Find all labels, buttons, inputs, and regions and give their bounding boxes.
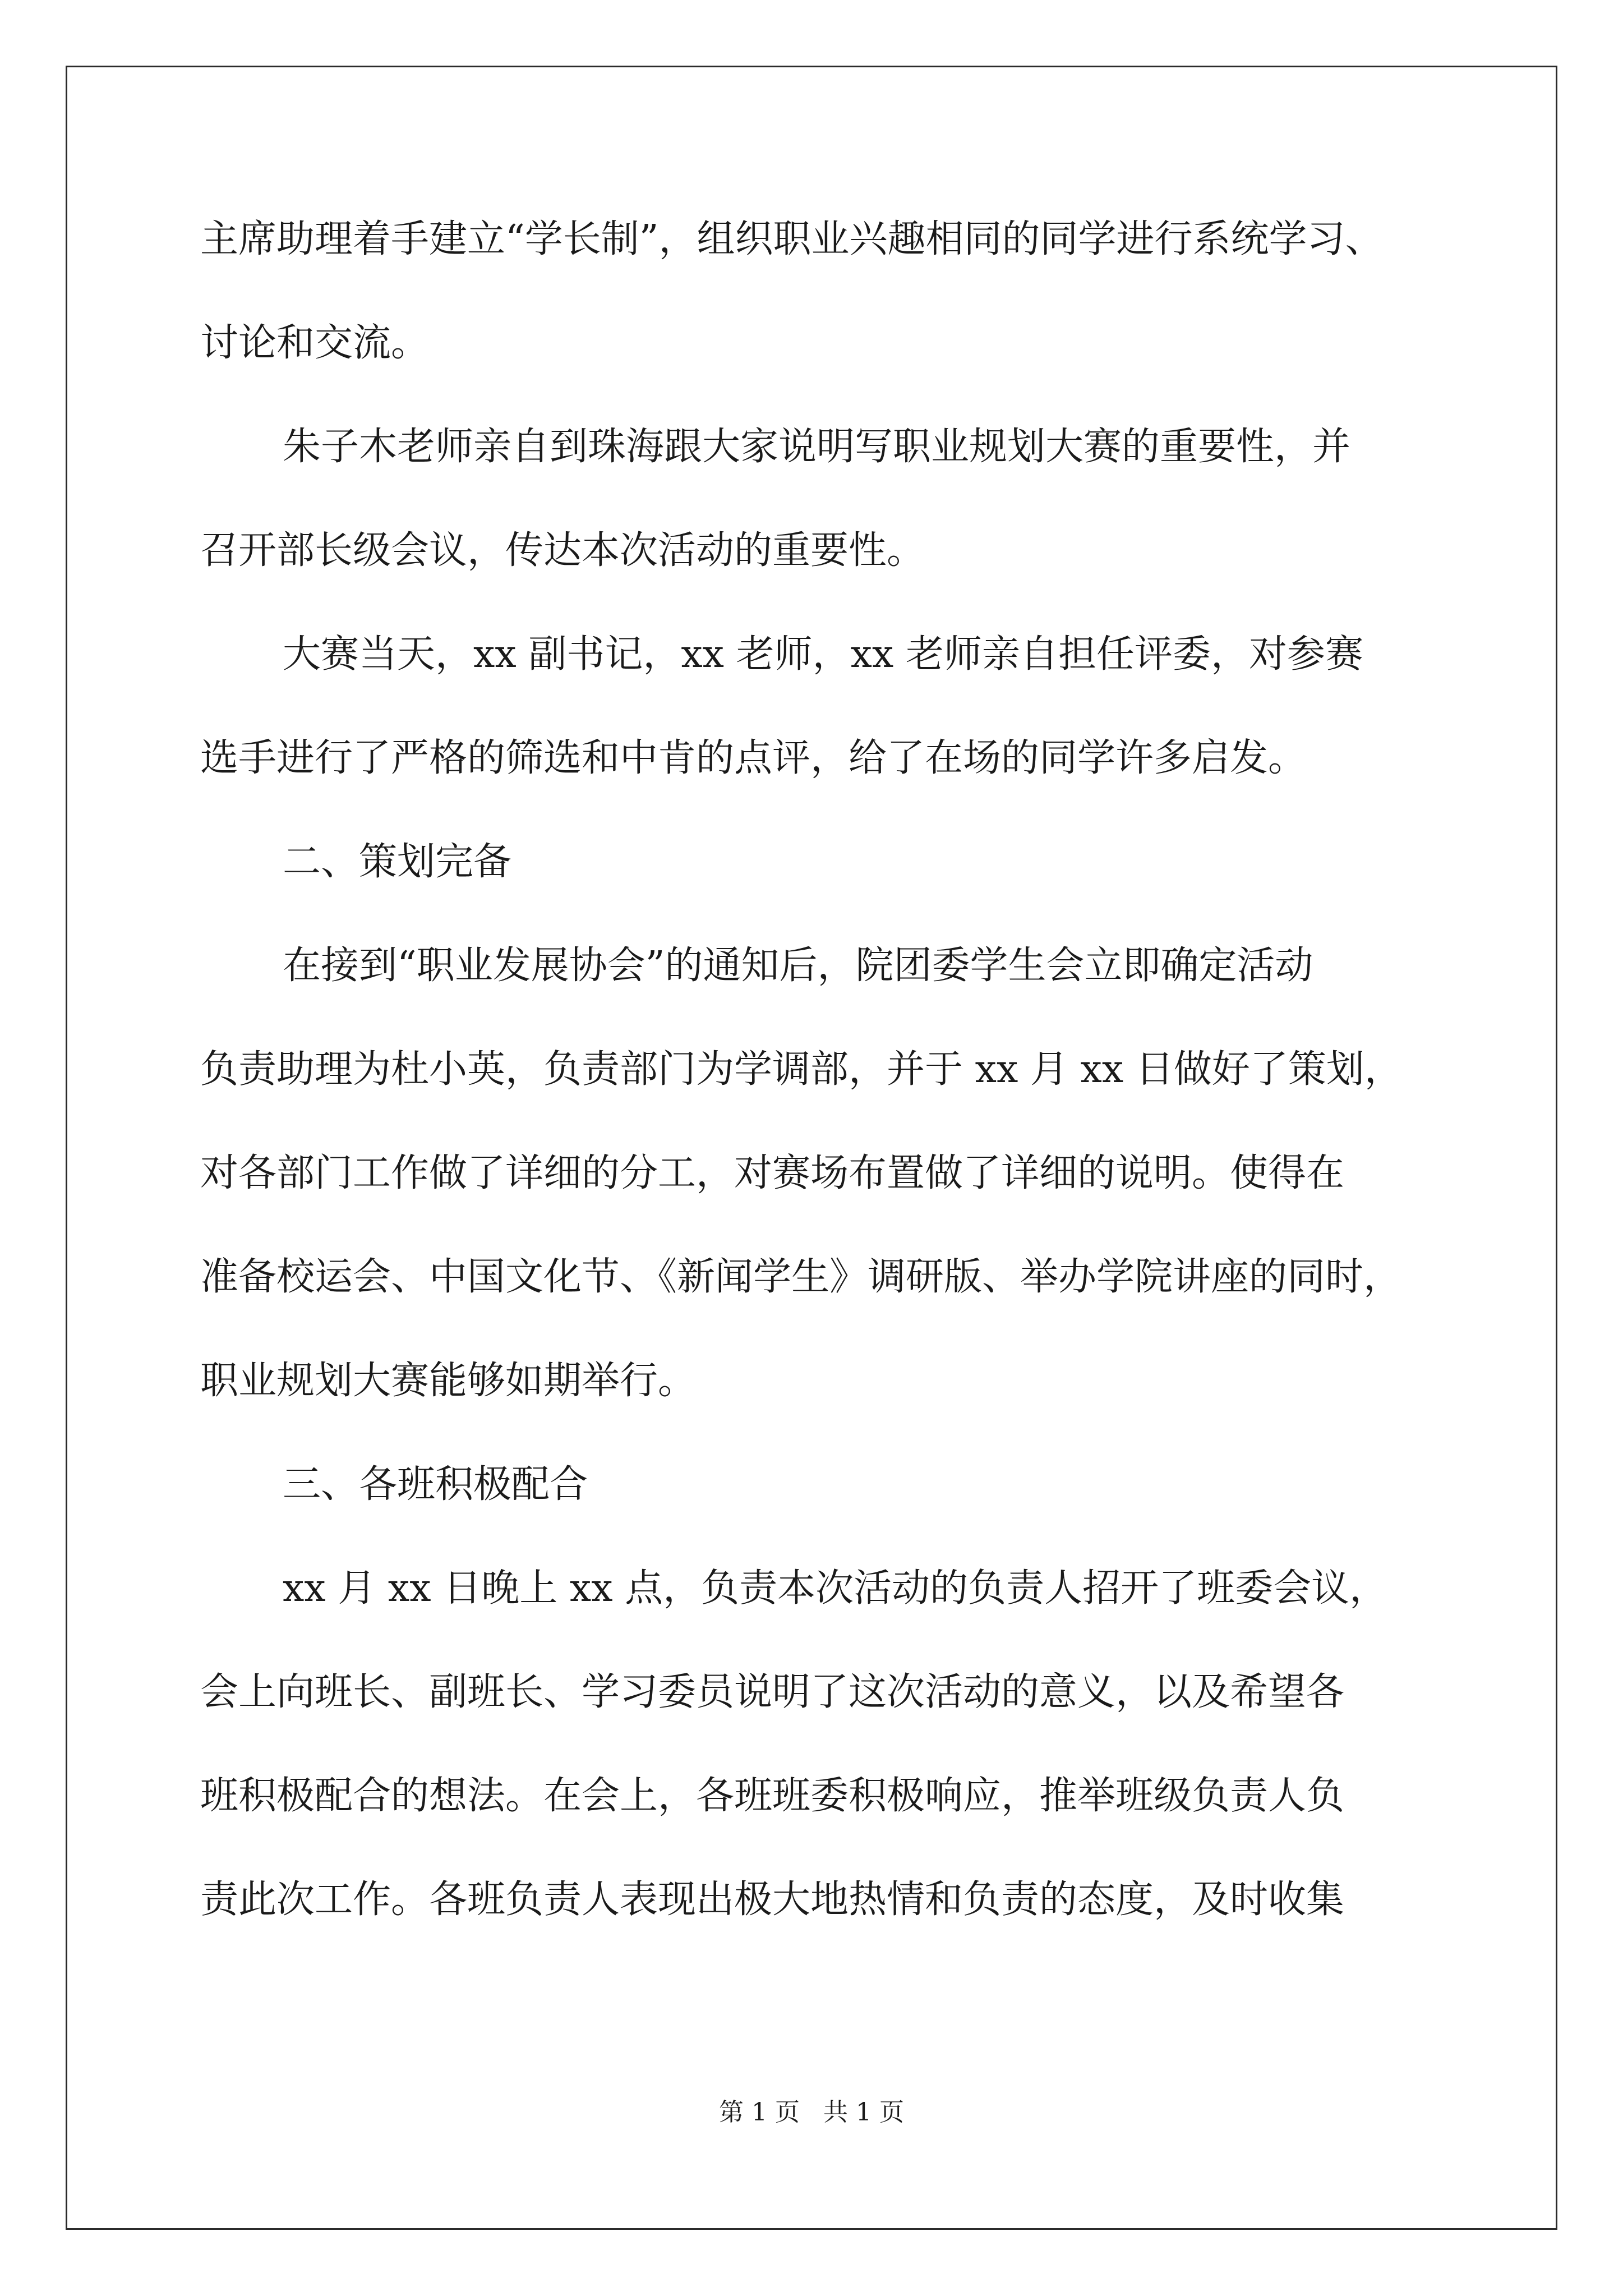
text-line: 班积极配合的想法。在会上，各班班委积极响应，推举班级负责人负 <box>200 1774 1345 1818</box>
page-number-total: 共 1 页 <box>823 2098 904 2127</box>
text-line: 责此次工作。各班负责人表现出极大地热情和负责的态度，及时收集 <box>200 1878 1345 1922</box>
paragraph-start-line: 大赛当天，xx 副书记，xx 老师，xx 老师亲自担任评委，对参赛 <box>283 632 1363 677</box>
text-line: 准备校运会、中国文化节、《新闻学生》调研版、举办学院讲座的同时， <box>200 1255 1402 1299</box>
page-footer <box>0 2096 1623 2129</box>
text-line: 负责助理为杜小英，负责部门为学调部，并于 xx 月 xx 日做好了策划， <box>200 1047 1403 1092</box>
section-heading: 二、策划完备 <box>283 840 512 884</box>
paragraph-start-line: 在接到“职业发展协会”的通知后，院团委学生会立即确定活动 <box>283 944 1313 988</box>
paragraph-start-line: xx 月 xx 日晚上 xx 点，负责本次活动的负责人招开了班委会议， <box>283 1566 1388 1611</box>
text-line: 会上向班长、副班长、学习委员说明了这次活动的意义，以及希望各 <box>200 1670 1345 1714</box>
page-number-current: 第 1 页 <box>719 2098 800 2127</box>
text-line: 召开部长级会议，传达本次活动的重要性。 <box>200 528 925 573</box>
text-line: 主席助理着手建立“学长制”，组织职业兴趣相同的同学进行系统学习、 <box>200 217 1384 261</box>
paragraph-start-line: 朱子木老师亲自到珠海跟大家说明写职业规划大赛的重要性，并 <box>283 425 1351 469</box>
text-line: 选手进行了严格的筛选和中肯的点评，给了在场的同学许多启发。 <box>200 736 1307 780</box>
text-line: 对各部门工作做了详细的分工，对赛场布置做了详细的说明。使得在 <box>200 1151 1345 1195</box>
section-heading: 三、各班积极配合 <box>283 1462 588 1507</box>
text-line: 职业规划大赛能够如期举行。 <box>200 1359 697 1403</box>
text-line: 讨论和交流。 <box>200 321 430 365</box>
